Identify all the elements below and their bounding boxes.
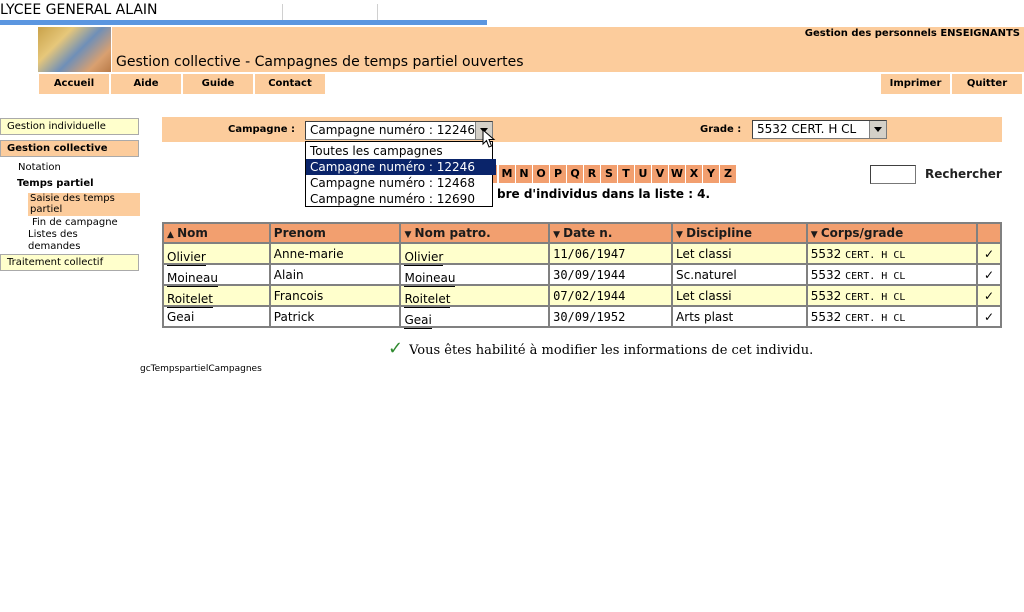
row-date: 30/09/1952: [549, 306, 672, 327]
letter-filter[interactable]: P: [550, 165, 566, 183]
campagne-dropdown: [305, 141, 493, 207]
row-patro-link[interactable]: Olivier: [404, 249, 444, 264]
sidebar-item-listes[interactable]: Listes des demandes: [28, 229, 81, 252]
dropdown-option[interactable]: Campagne numéro : 12690: [310, 192, 475, 206]
mouse-cursor-icon: [482, 129, 496, 149]
table-header-row: [163, 223, 1001, 243]
legend-text: Vous êtes habilité à modifier les informations de cet individu.: [409, 343, 814, 358]
row-patro-link[interactable]: Geai: [404, 312, 432, 327]
letter-filter[interactable]: N: [516, 165, 532, 183]
row-patro-link[interactable]: Roitelet: [404, 291, 451, 306]
nav-accueil-button[interactable]: Accueil: [39, 74, 109, 94]
table-row[interactable]: [163, 243, 1001, 264]
chevron-down-icon[interactable]: [869, 121, 886, 138]
sidebar-item-notation[interactable]: Notation: [18, 162, 61, 173]
row-corps-num: 5532: [810, 246, 842, 261]
letter-filter[interactable]: T: [618, 165, 634, 183]
dropdown-option-selected[interactable]: Campagne numéro : 12246: [306, 159, 496, 175]
top-accent-bar: [0, 20, 487, 25]
row-corps-num: 5532: [810, 309, 842, 324]
table-row[interactable]: [163, 306, 1001, 327]
page-code: gcTempspartielCampagnes: [140, 364, 262, 374]
campagne-select[interactable]: [305, 121, 493, 140]
row-corps-txt: CERT. H CL: [845, 291, 906, 303]
letter-filter[interactable]: X: [686, 165, 702, 183]
school-logo: [38, 27, 111, 72]
row-corps-txt: CERT. H CL: [845, 270, 906, 282]
search-input[interactable]: [870, 165, 916, 184]
row-date: 07/02/1944: [549, 285, 672, 306]
grade-select-value: 5532 CERT. H CL: [757, 122, 857, 136]
sidebar-item-fin-campagne[interactable]: Fin de campagne: [32, 217, 118, 228]
check-icon: ✓: [977, 264, 1001, 285]
letter-filter[interactable]: Q: [567, 165, 583, 183]
dropdown-option[interactable]: Toutes les campagnes: [310, 144, 443, 158]
grade-select[interactable]: [752, 120, 887, 139]
nav-guide-button[interactable]: Guide: [183, 74, 253, 94]
sidebar-gestion-collective[interactable]: Gestion collective: [0, 140, 139, 157]
page-header: [112, 27, 1024, 72]
row-discipline: Arts plast: [672, 306, 807, 327]
row-corps-grade: [807, 285, 977, 306]
page-title: Gestion collective - Campagnes de temps partiel ouvertes: [116, 54, 524, 70]
row-patro-link[interactable]: Moineau: [404, 270, 456, 285]
count-text: bre d'individus dans la liste : 4.: [497, 187, 711, 201]
search-label[interactable]: Rechercher: [925, 167, 1002, 181]
letter-filter[interactable]: R: [584, 165, 600, 183]
row-nom-link[interactable]: Olivier: [167, 249, 206, 264]
nav-aide-button[interactable]: Aide: [111, 74, 181, 94]
row-discipline: Let classi: [672, 243, 807, 264]
campagne-label: Campagne :: [228, 124, 295, 135]
row-corps-num: 5532: [810, 267, 842, 282]
row-corps-txt: CERT. H CL: [845, 249, 906, 261]
letter-filter[interactable]: W: [669, 165, 685, 183]
row-date: 11/06/1947: [549, 243, 672, 264]
individuals-table: [162, 222, 1002, 328]
row-corps-grade: [807, 264, 977, 285]
sidebar-traitement-collectif[interactable]: Traitement collectif: [0, 254, 139, 271]
row-nom-link[interactable]: Moineau: [167, 270, 218, 285]
row-discipline: Sc.naturel: [672, 264, 807, 285]
quit-button[interactable]: Quitter: [952, 74, 1022, 94]
check-icon: ✓: [977, 285, 1001, 306]
check-icon: ✓: [977, 306, 1001, 327]
letter-filter[interactable]: U: [635, 165, 651, 183]
row-prenom: Francois: [270, 285, 401, 306]
sidebar-item-saisie[interactable]: Saisie des temps partiel: [28, 193, 140, 216]
row-date: 30/09/1944: [549, 264, 672, 285]
header-subtitle: Gestion des personnels ENSEIGNANTS: [804, 28, 1020, 39]
letter-filter[interactable]: M: [499, 165, 515, 183]
row-prenom: Patrick: [270, 306, 401, 327]
column-header-nom[interactable]: ▲ Nom: [163, 223, 270, 243]
letter-filter[interactable]: Z: [720, 165, 736, 183]
row-nom-link[interactable]: Roitelet: [167, 291, 213, 306]
letter-filter[interactable]: S: [601, 165, 617, 183]
row-prenom: Alain: [270, 264, 401, 285]
row-discipline: Let classi: [672, 285, 807, 306]
row-corps-txt: CERT. H CL: [845, 312, 906, 324]
row-corps-grade: [807, 243, 977, 264]
sidebar-gestion-individuelle[interactable]: Gestion individuelle: [0, 118, 139, 135]
school-name: LYCEE GENERAL ALAIN: [0, 2, 158, 18]
row-corps-grade: [807, 306, 977, 327]
table-row[interactable]: [163, 285, 1001, 306]
print-button[interactable]: Imprimer: [881, 74, 950, 94]
top-segment: [185, 4, 283, 20]
sidebar-item-temps-partiel[interactable]: Temps partiel: [17, 178, 94, 189]
nav-contact-button[interactable]: Contact: [255, 74, 325, 94]
column-header-status: [977, 223, 1001, 243]
check-icon: ✓: [388, 338, 404, 359]
column-header-prenom[interactable]: Prenom: [270, 223, 401, 243]
permission-legend: [388, 338, 813, 359]
campagne-select-value: Campagne numéro : 12246: [310, 123, 475, 137]
grade-label: Grade :: [700, 124, 742, 135]
dropdown-option[interactable]: Campagne numéro : 12468: [310, 176, 475, 190]
top-segment: [284, 4, 378, 20]
column-header-discipline[interactable]: ▼ Discipline: [672, 223, 807, 243]
row-nom-link[interactable]: Geai: [167, 309, 195, 324]
row-corps-num: 5532: [810, 288, 842, 303]
letter-filter[interactable]: O: [533, 165, 549, 183]
column-header-corps-grade[interactable]: ▼ Corps/grade: [807, 223, 977, 243]
check-icon: ✓: [977, 243, 1001, 264]
row-prenom: Anne-marie: [270, 243, 401, 264]
column-header-nom-patro[interactable]: ▼ Nom patro.: [400, 223, 549, 243]
column-header-date[interactable]: ▼ Date n.: [549, 223, 672, 243]
table-row[interactable]: [163, 264, 1001, 285]
letter-filter[interactable]: Y: [703, 165, 719, 183]
letter-filter[interactable]: V: [652, 165, 668, 183]
